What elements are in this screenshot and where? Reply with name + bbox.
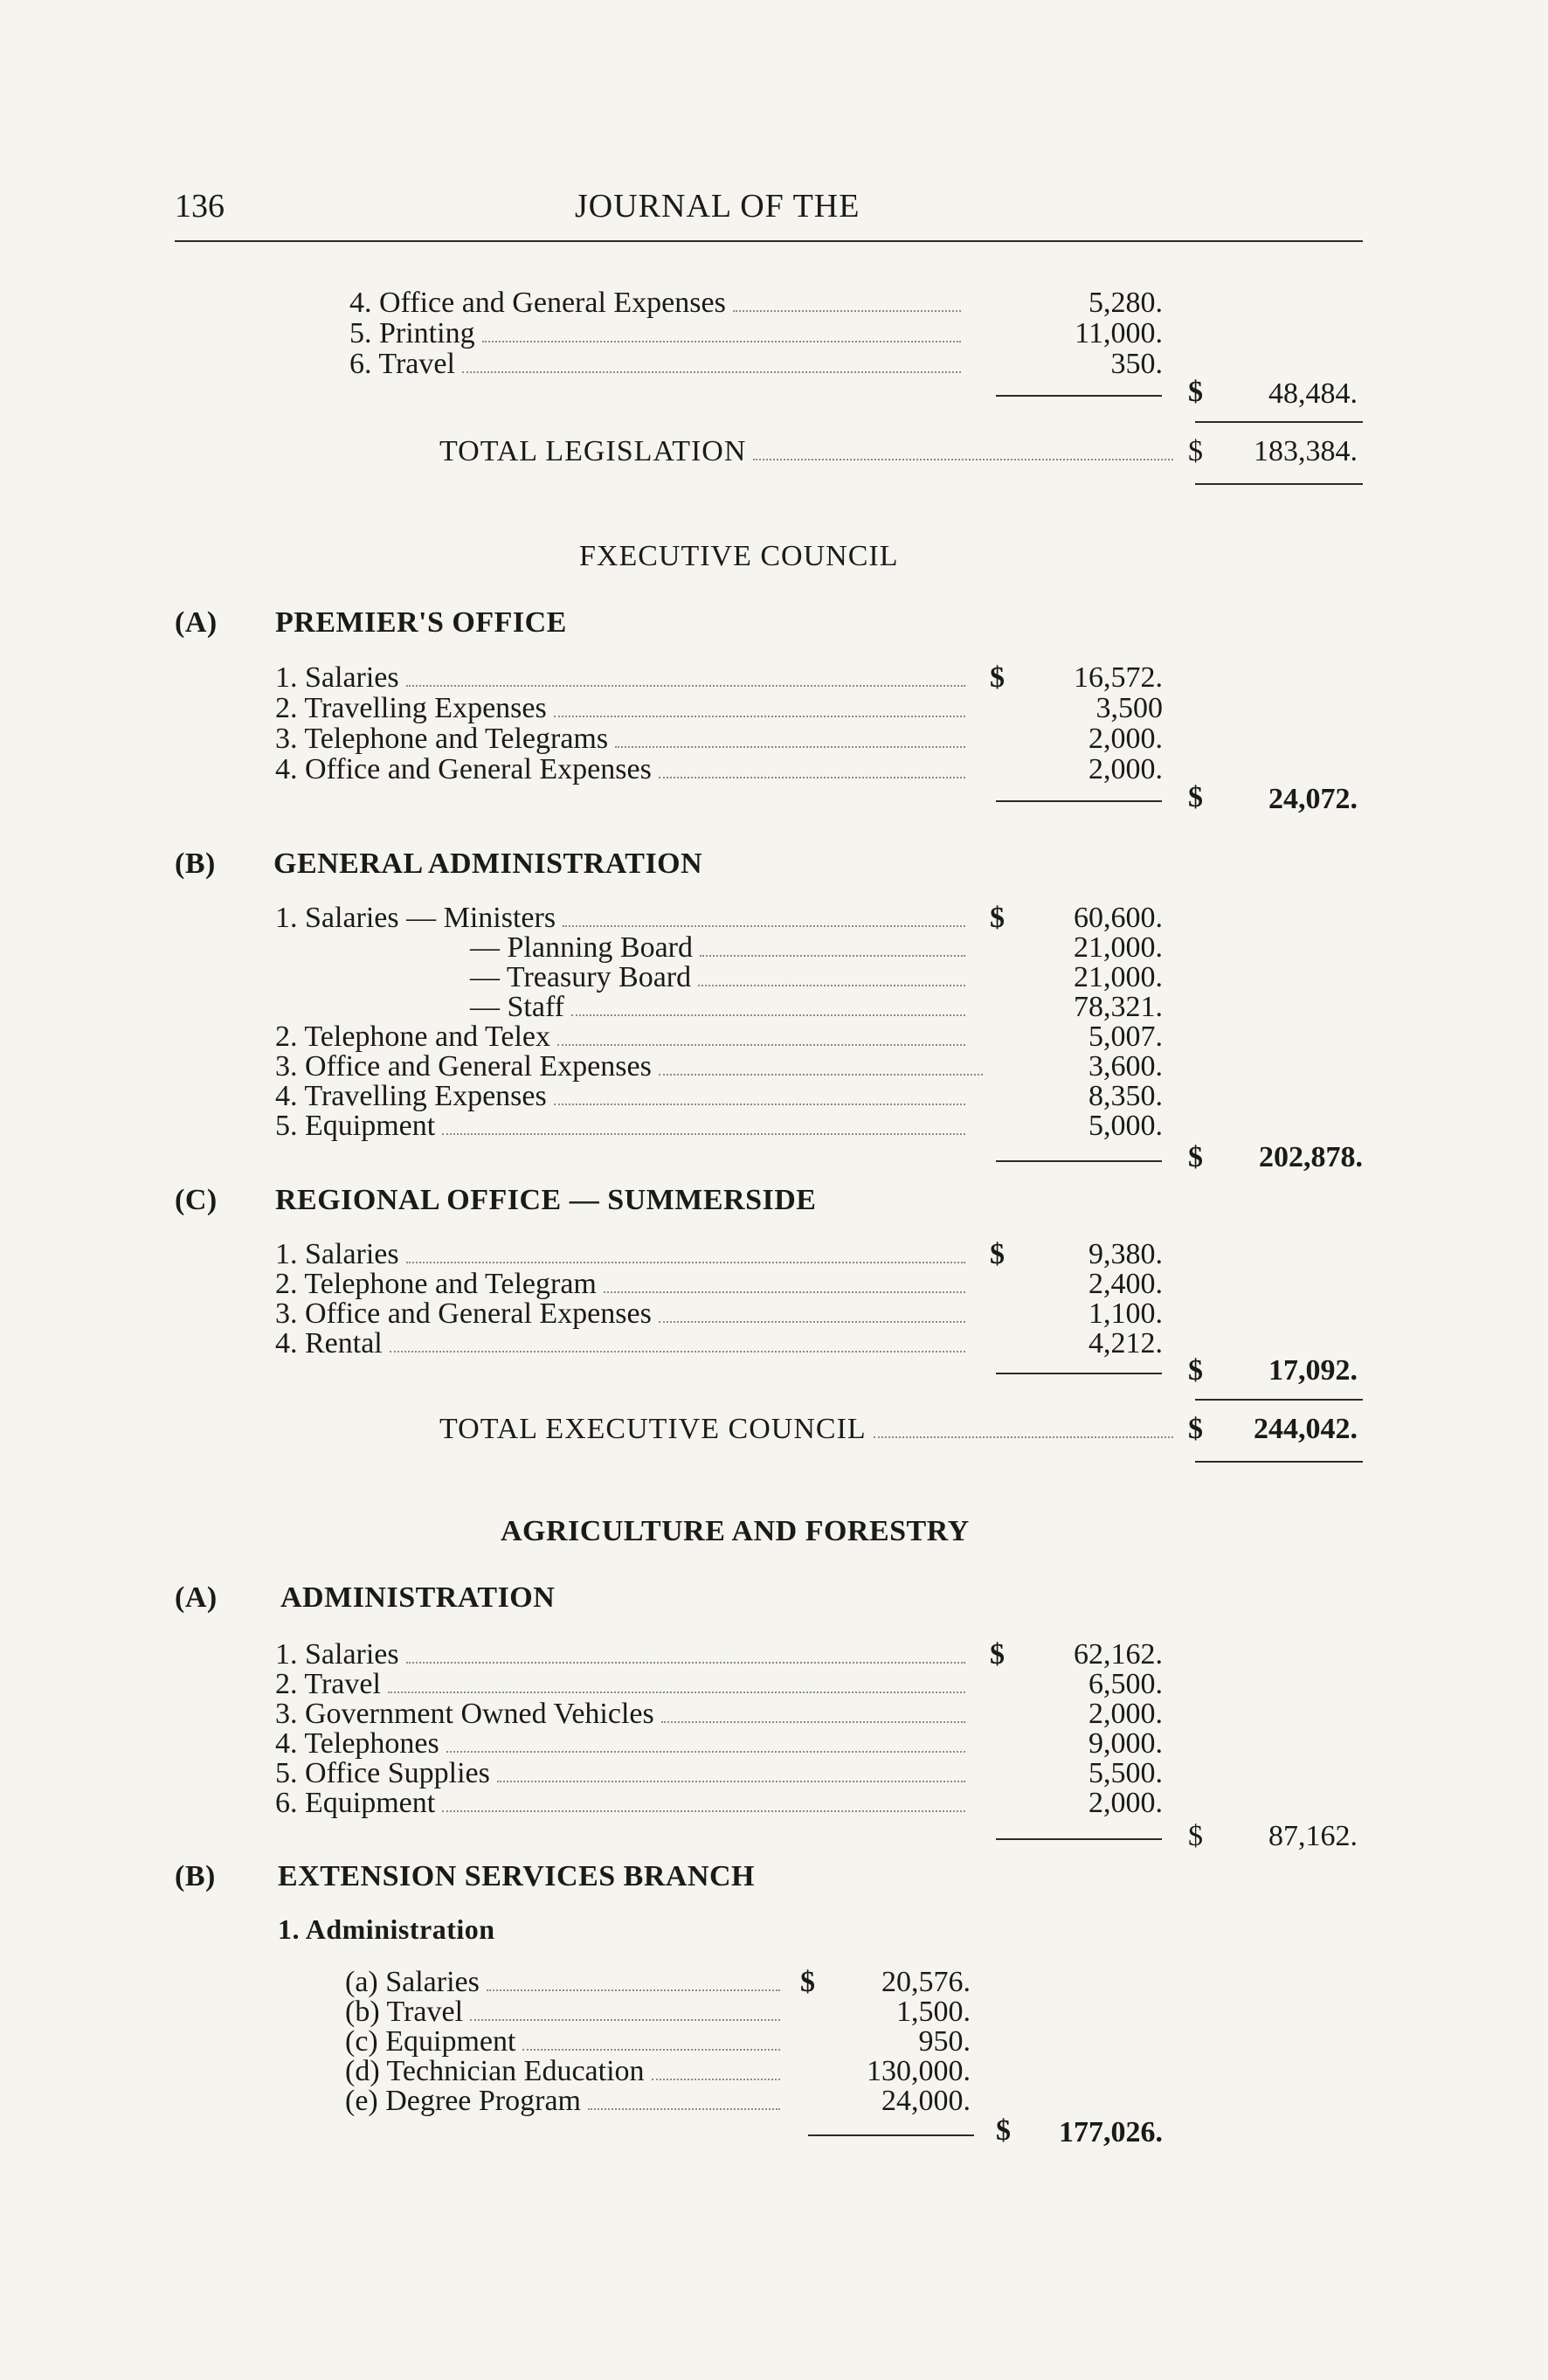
list-item: 6. Travel	[349, 348, 961, 381]
subtotal-amount: 48,484.	[1268, 377, 1358, 410]
section-title: AGRICULTURE AND FORESTRY	[501, 1515, 970, 1547]
list-item: 3. Telephone and Telegrams	[275, 723, 965, 756]
currency-symbol: $	[990, 1638, 1005, 1671]
list-item: 1. Salaries	[275, 1638, 965, 1671]
total-row: TOTAL LEGISLATION	[439, 435, 1173, 468]
subsection-letter: (A)	[175, 1581, 218, 1614]
page-number: 136	[175, 188, 225, 225]
amount: 11,000.	[1075, 317, 1163, 349]
amount: 3,500	[1095, 692, 1163, 724]
list-item: — Staff	[470, 991, 965, 1024]
total-rule	[1195, 1399, 1363, 1401]
sub-heading: 1. Administration	[278, 1913, 495, 1945]
amount: 950.	[918, 2025, 971, 2058]
list-item: 2. Travel	[275, 1668, 965, 1701]
list-item: 3. Office and General Expenses	[275, 1297, 965, 1331]
list-item: 4. Travelling Expenses	[275, 1080, 965, 1113]
list-item: (d) Technician Education	[345, 2055, 780, 2088]
amount: 24,000.	[881, 2085, 971, 2117]
subsection-title: EXTENSION SERVICES BRANCH	[278, 1860, 755, 1892]
total-rule	[1195, 483, 1363, 485]
amount: 20,576.	[881, 1966, 971, 1998]
amount: 21,000.	[1074, 961, 1163, 993]
currency-symbol: $	[990, 902, 1005, 934]
currency-symbol: $	[990, 1238, 1005, 1270]
amount: 60,600.	[1074, 902, 1163, 934]
subtotal-amount: 24,072.	[1268, 783, 1358, 815]
subsection-letter: (B)	[175, 1860, 216, 1892]
amount: 5,280.	[1088, 287, 1163, 319]
list-item: 1. Salaries	[275, 661, 965, 695]
list-item: 5. Equipment	[275, 1110, 965, 1143]
currency-symbol: $	[1188, 1141, 1203, 1173]
list-item: 6. Equipment	[275, 1787, 965, 1820]
subsection-title: REGIONAL OFFICE — SUMMERSIDE	[275, 1184, 817, 1216]
list-item: 1. Salaries	[275, 1238, 965, 1271]
subsection-letter: (C)	[175, 1184, 218, 1216]
amount: 2,000.	[1088, 1787, 1163, 1819]
currency-symbol: $	[1188, 1354, 1203, 1387]
total-row: TOTAL EXECUTIVE COUNCIL	[439, 1413, 1173, 1446]
total-amount: 183,384.	[1254, 435, 1358, 467]
currency-symbol: $	[1188, 781, 1203, 813]
total-rule	[1195, 1461, 1363, 1463]
page-title: JOURNAL OF THE	[575, 188, 860, 225]
currency-symbol: $	[1188, 1820, 1203, 1852]
currency-symbol: $	[1188, 1413, 1203, 1445]
currency-symbol: $	[1188, 376, 1203, 408]
list-item: 4. Office and General Expenses	[275, 753, 965, 786]
list-item: (a) Salaries	[345, 1966, 780, 1999]
amount: 9,380.	[1088, 1238, 1163, 1270]
amount: 5,000.	[1088, 1110, 1163, 1142]
subtotal-rule	[808, 2134, 974, 2136]
amount: 1,100.	[1088, 1297, 1163, 1330]
list-item: 1. Salaries — Ministers	[275, 902, 965, 935]
list-item: 2. Telephone and Telegram	[275, 1268, 965, 1301]
section-title: FXECUTIVE COUNCIL	[579, 540, 899, 572]
subsection-title: PREMIER'S OFFICE	[275, 606, 567, 639]
currency-symbol: $	[1188, 435, 1203, 467]
amount: 5,007.	[1088, 1020, 1163, 1053]
amount: 1,500.	[896, 1996, 971, 2028]
amount: 3,600.	[1088, 1050, 1163, 1083]
subtotal-amount: 17,092.	[1268, 1354, 1358, 1387]
list-item: (c) Equipment	[345, 2025, 780, 2058]
amount: 78,321.	[1074, 991, 1163, 1023]
subtotal-amount: 177,026.	[1059, 2116, 1163, 2148]
list-item: 4. Rental	[275, 1327, 965, 1360]
currency-symbol: $	[996, 2114, 1011, 2147]
list-item: (e) Degree Program	[345, 2085, 780, 2118]
subsection-letter: (B)	[175, 848, 216, 880]
list-item: 5. Office Supplies	[275, 1757, 965, 1790]
list-item: (b) Travel	[345, 1996, 780, 2029]
subsection-title: ADMINISTRATION	[280, 1581, 556, 1614]
list-item: — Planning Board	[470, 931, 965, 965]
subsection-title: GENERAL ADMINISTRATION	[273, 848, 703, 880]
list-item: 3. Office and General Expenses	[275, 1050, 983, 1083]
currency-symbol: $	[990, 661, 1005, 694]
subtotal-amount: 202,878.	[1259, 1141, 1363, 1173]
list-item: 5. Printing	[349, 317, 961, 350]
amount: 6,500.	[1088, 1668, 1163, 1700]
amount: 16,572.	[1074, 661, 1163, 694]
subtotal-rule	[996, 1373, 1162, 1374]
subtotal-amount: 87,162.	[1268, 1820, 1358, 1852]
amount: 5,500.	[1088, 1757, 1163, 1789]
subtotal-rule	[996, 395, 1162, 397]
list-item: 4. Telephones	[275, 1727, 965, 1761]
header-rule	[175, 240, 1363, 242]
list-item: 3. Government Owned Vehicles	[275, 1698, 965, 1731]
list-item: 2. Telephone and Telex	[275, 1020, 965, 1054]
amount: 2,000.	[1088, 753, 1163, 785]
subtotal-rule	[996, 1160, 1162, 1162]
amount: 2,000.	[1088, 723, 1163, 755]
list-item: 2. Travelling Expenses	[275, 692, 965, 725]
list-item: 4. Office and General Expenses	[349, 287, 961, 320]
amount: 130,000.	[867, 2055, 971, 2087]
amount: 21,000.	[1074, 931, 1163, 964]
total-amount: 244,042.	[1254, 1413, 1358, 1445]
amount: 4,212.	[1088, 1327, 1163, 1360]
list-item: — Treasury Board	[470, 961, 965, 994]
amount: 62,162.	[1074, 1638, 1163, 1671]
total-rule	[1195, 421, 1363, 423]
amount: 9,000.	[1088, 1727, 1163, 1760]
amount: 350.	[1110, 348, 1163, 380]
currency-symbol: $	[800, 1966, 815, 1998]
subtotal-rule	[996, 800, 1162, 802]
amount: 2,400.	[1088, 1268, 1163, 1300]
amount: 2,000.	[1088, 1698, 1163, 1730]
subsection-letter: (A)	[175, 606, 218, 639]
subtotal-rule	[996, 1838, 1162, 1840]
amount: 8,350.	[1088, 1080, 1163, 1112]
